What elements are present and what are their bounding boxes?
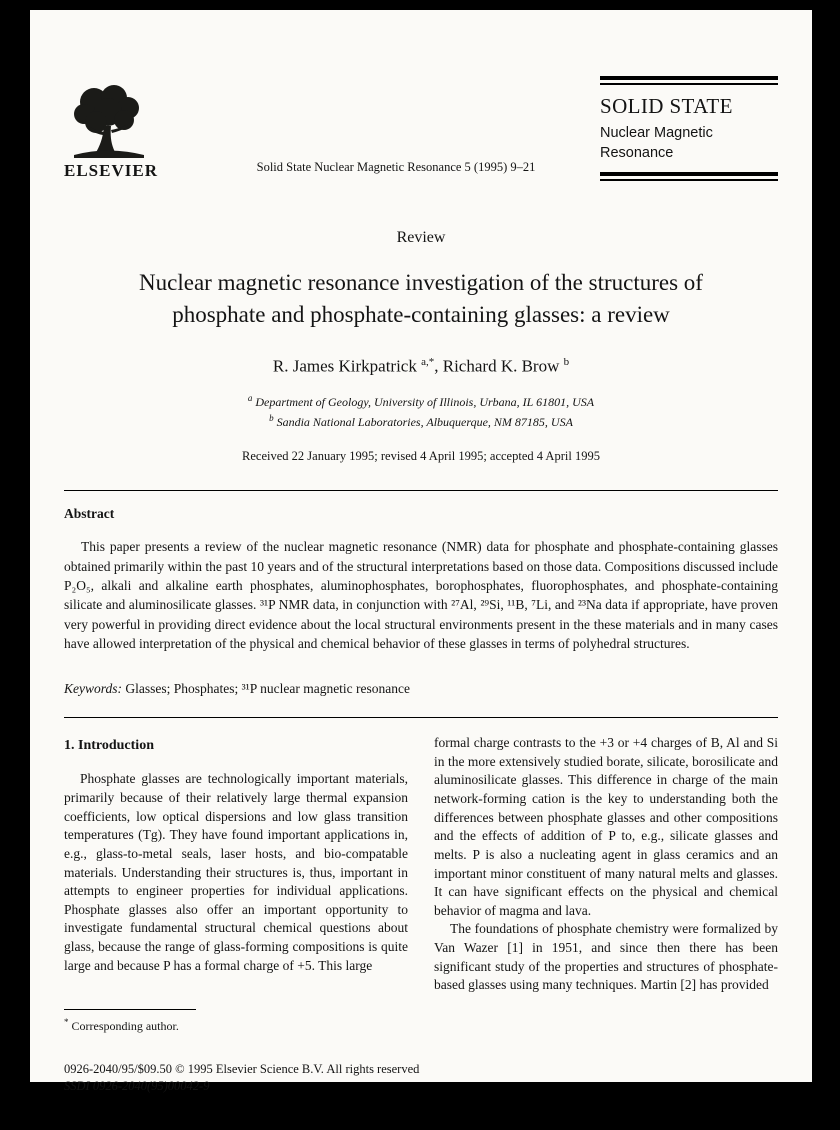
affiliation-b (64, 412, 778, 432)
received-dates: Received 22 January 1995; revised 4 April 1995; accepted 4 April 1995 (242, 449, 600, 464)
author-1-affiliation-mark: a,* (421, 355, 435, 368)
affiliation-b-text: Sandia National Laboratories, Albuquerque, NM 87185, USA (273, 414, 573, 429)
copyright-footer (64, 1061, 778, 1096)
author-2-name: Richard K. Brow (442, 356, 560, 376)
ssdi-line: SSDI 0926-2040(95)00042-9 (64, 1079, 210, 1094)
copyright-line: 0926-2040/95/$09.50 © 1995 Elsevier Science B.V. All rights reserved (64, 1061, 420, 1076)
left-column-paragraph: Phosphate glasses are technologically important materials, primarily because of their relatively large thermal expansion coefficients, low optical dispersions and low glass transition temperatures (Tg). They have found important applications in, e.g., glass-to-metal seals, laser hosts, and bio-compatable materials. Understanding their structures is, thus, important in attempts to engineer properties for individual applications. Phosphate glasses also offer an important opportunity to investigate fundamental structural chemical questions about glass, because the range of glass-forming compositions is quite large and because P has a formal charge of +5. This large (64, 771, 408, 973)
article-title: Nuclear magnetic resonance investigation of the structures of phosphate and phosphate-containing glasses: a review (139, 270, 703, 328)
masthead-rule-bottom-thick (600, 172, 778, 176)
right-column-paragraph-1: formal charge contrasts to the +3 or +4 charges of B, Al and Si in the more extensively studied borate, silicate, borosilicate and aluminosilicate glasses. This difference in charge of the main network-forming cation is the key to understanding both the differences between phosphate glasses and other compositions and the effects of addition of P to, e.g., silicate glasses and melts. P is also a nucleating agent in glass ceramics and an important minor constituent of many natural melts and glasses. It can have significant effects on the physical and chemical behavior of magma and lava. (434, 735, 778, 918)
author-2-affiliation-mark: b (563, 355, 570, 368)
right-column-paragraph-2: The foundations of phosphate chemistry were formalized by Van Wazer [1] in 1951, and since then there has been significant study of the properties and structures of phosphate-based glasses using many techniques. Martin [2] has provided (434, 921, 778, 993)
author-line (64, 356, 778, 377)
masthead-rules-bottom (600, 172, 778, 181)
affiliation-a-mark: a (247, 393, 253, 404)
masthead-rule-top-thin (600, 83, 778, 85)
affiliation-b-mark: b (269, 412, 274, 423)
affiliations (64, 392, 778, 431)
divider-rule-top (64, 490, 778, 491)
abstract-text: This paper presents a review of the nuclear magnetic resonance (NMR) data for phosphate and phosphate-containing glasses obtained primarily within the past 10 years and of the structural interpretations based on those data. Compositions discussed include P₂O₅, alkali and alkaline earth phosphates, aluminophosphates, borophosphates, fluorophosphates, and phosphate-containing silicate and aluminosilicate glasses. ³¹P NMR data, in conjunction with ²⁷Al, ²⁹Si, ¹¹B, ⁷Li, and ²³Na data if appropriate, have proven very powerful in providing direct evidence about the local structural environments present in the these materials and in many cases have allowed interpretation of the physical and chemical behavior of these glasses in terms of polyhedral structures. (64, 539, 778, 651)
journal-name-main: SOLID STATE (600, 94, 733, 118)
author-separator: , (434, 356, 443, 376)
corresponding-author-footnote (64, 1016, 408, 1035)
journal-masthead (600, 76, 778, 181)
author-1-name: R. James Kirkpatrick (272, 356, 417, 376)
journal-page (30, 10, 812, 1094)
right-column (434, 734, 778, 1035)
affiliation-a-text: Department of Geology, University of Illinois, Urbana, IL 61801, USA (252, 395, 595, 410)
abstract-heading: Abstract (64, 506, 115, 522)
journal-citation: Solid State Nuclear Magnetic Resonance 5 (1995) 9–21 (256, 160, 536, 175)
journal-name-sub2: Resonance (600, 144, 674, 161)
divider-rule-bottom (64, 717, 778, 718)
article-body (64, 734, 778, 1035)
left-column (64, 734, 408, 1035)
affiliation-a (64, 392, 778, 412)
masthead-rule-top-thick (600, 76, 778, 80)
publisher-logo-block (64, 84, 192, 181)
journal-name-sub1: Nuclear Magnetic (600, 125, 713, 141)
masthead-rule-bottom-thin (600, 179, 778, 181)
section-1-heading: 1. Introduction (64, 738, 154, 754)
footnote-mark: * (64, 1017, 69, 1028)
elsevier-tree-logo-icon (64, 84, 152, 158)
footnote-rule (64, 1009, 196, 1010)
keywords-label: Keywords: (64, 681, 122, 697)
page-header (64, 10, 778, 181)
publisher-name: ELSEVIER (64, 161, 158, 181)
footnote-text: Corresponding author. (68, 1019, 179, 1034)
article-type-label: Review (396, 229, 446, 247)
keywords-text: Glasses; Phosphates; ³¹P nuclear magnetic resonance (122, 681, 411, 697)
keywords-line (64, 681, 778, 697)
